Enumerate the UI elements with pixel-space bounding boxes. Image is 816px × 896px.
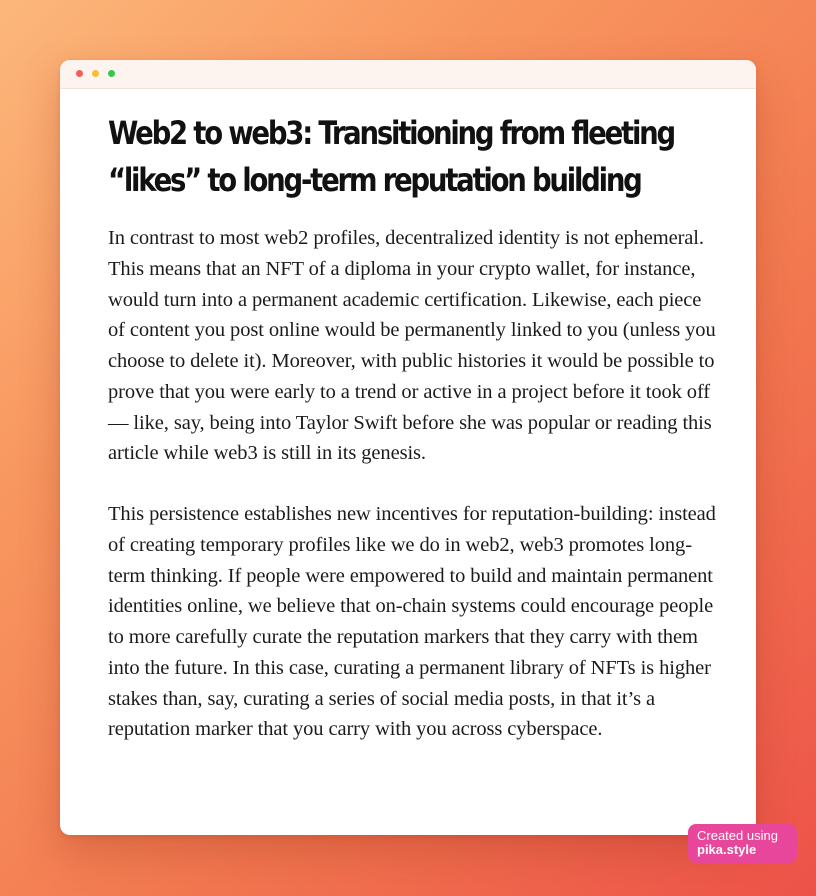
created-using-badge[interactable] [688, 824, 797, 863]
badge-label: Created using [697, 828, 778, 843]
article-paragraph-2: This persistence establishes new incentives for reputation-building: instead of creating temporary profiles like we do in web2, web3 promotes long-term thinking. If people were empowered to build and maintain permanent identities online, we believe that on-chain systems could encourage people to more carefully curate the reputation markers that they carry with them into the future. In this case, curating a permanent library of NFTs is higher stakes than, say, curating a series of social media posts, in that it’s a reputation marker that you carry with you across cyberspace. [108, 503, 716, 741]
close-window-dot-icon[interactable] [76, 70, 83, 77]
window-titlebar [60, 60, 756, 89]
article-content [108, 110, 723, 745]
article-paragraph-1: In contrast to most web2 profiles, decentralized identity is not ephemeral. This means that an NFT of a diploma in your crypto wallet, for instance, would turn into a permanent academic certification. Likewise, each piece of content you post online would be permanently linked to you (unless you choose to delete it). Moreover, with public histories it would be possible to prove that you were early to a trend or active in a project before it took off — like, say, being into Taylor Swift before she was popular or reading this article while web3 is still in its genesis. [108, 227, 716, 465]
maximize-window-dot-icon[interactable] [108, 70, 115, 77]
article-window [60, 60, 756, 835]
minimize-window-dot-icon[interactable] [92, 70, 99, 77]
article-headline: Web2 to web3: Transitioning from fleeting “likes” to long-term reputation building [108, 114, 674, 199]
badge-brand: pika.style [697, 842, 757, 857]
